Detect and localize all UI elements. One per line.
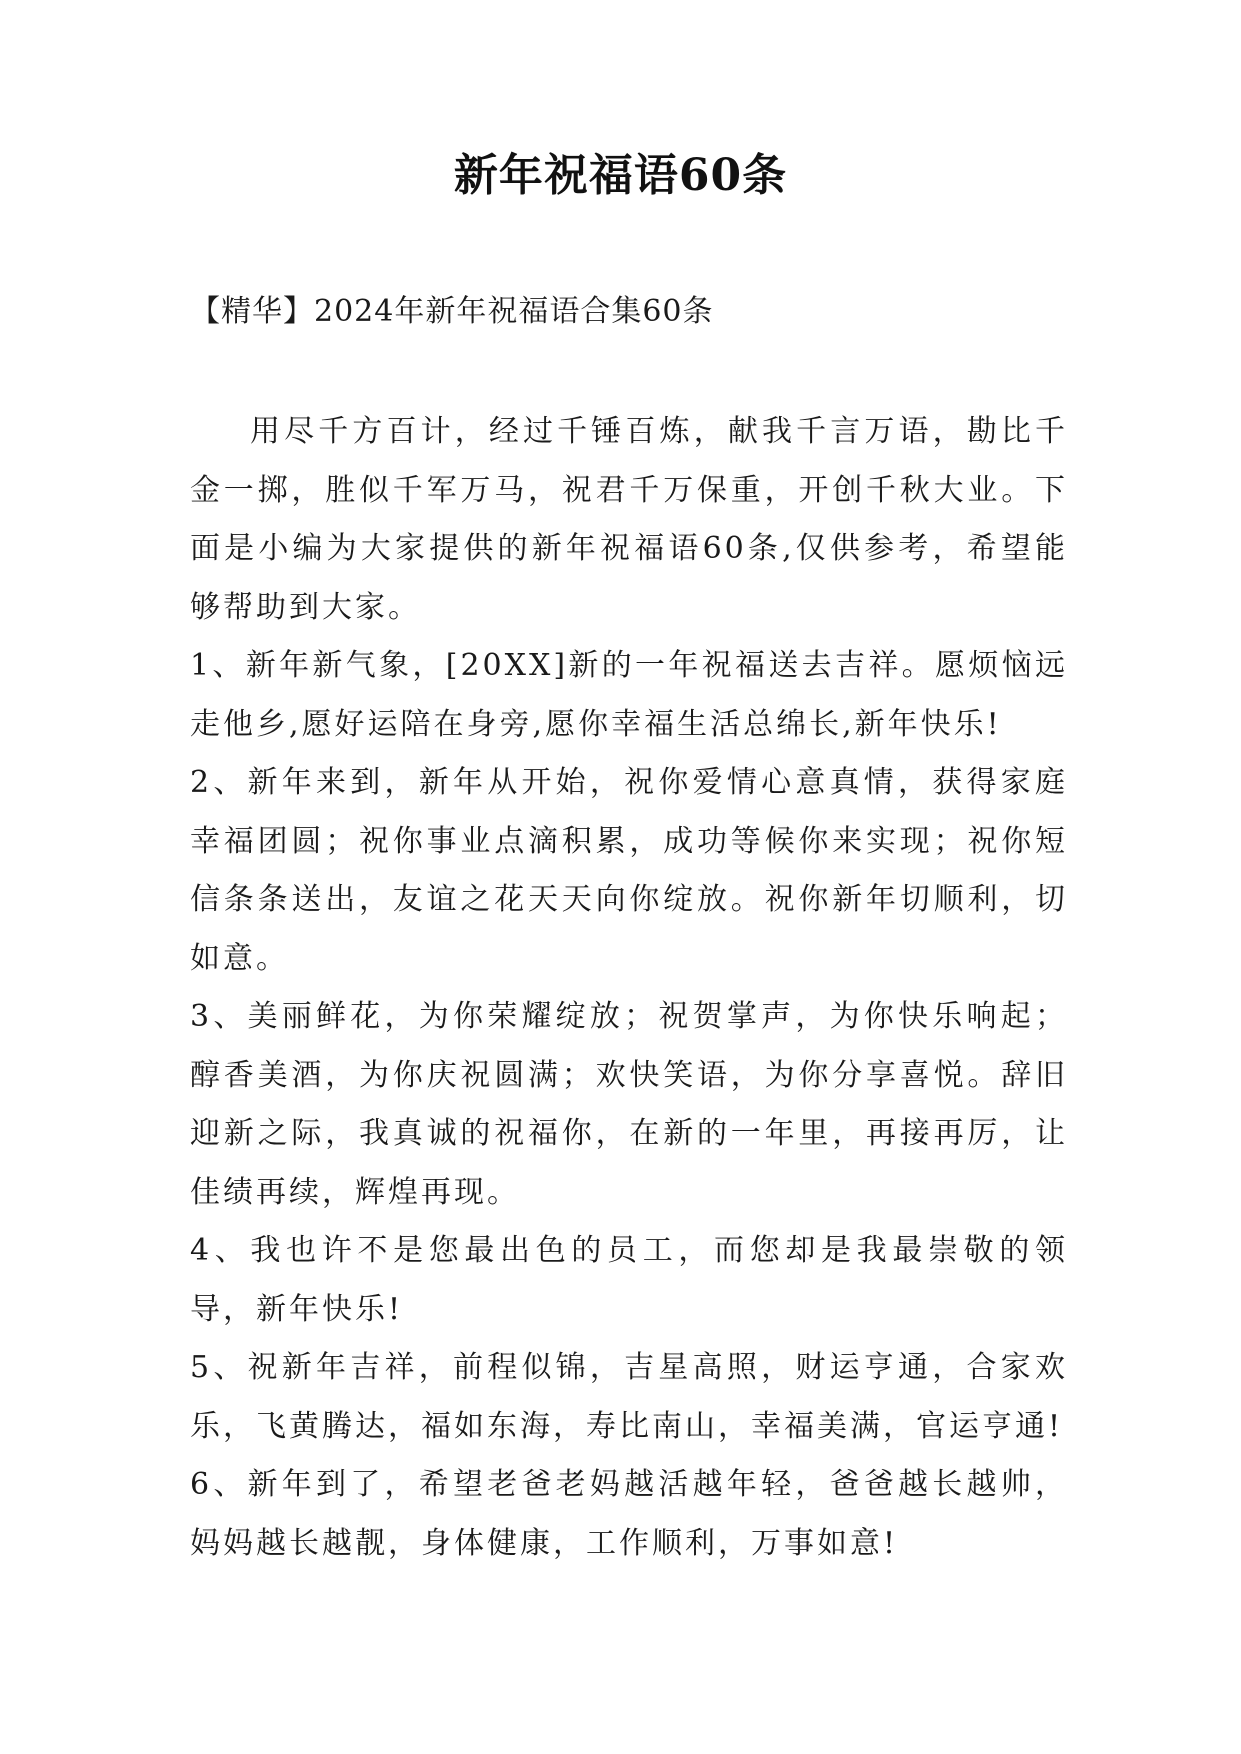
blessing-item-6: 6、新年到了，希望老爸老妈越活越年轻，爸爸越长越帅，妈妈越长越靓，身体健康，工作顺利，万事如意! xyxy=(190,1467,1068,1561)
document-subtitle: 【精华】2024年新年祝福语合集60条 xyxy=(190,294,714,329)
intro-paragraph: 用尽千方百计，经过千锤百炼，献我千言万语，勘比千金一掷，胜似千军万马，祝君千万保重，开创千秋大业。下面是小编为大家提供的新年祝福语60条,仅供参考，希望能够帮助到大家。 xyxy=(190,414,1068,625)
blessing-item-4: 4、我也许不是您最出色的员工，而您却是我最崇敬的领导，新年快乐! xyxy=(190,1233,1068,1327)
blessing-item-5: 5、祝新年吉祥，前程似锦，吉星高照，财运亨通，合家欢乐，飞黄腾达，福如东海，寿比南山，幸福美满，官运亨通! xyxy=(190,1350,1068,1444)
document-body xyxy=(190,403,1068,1573)
blessing-item-2: 2、新年来到，新年从开始，祝你爱情心意真情，获得家庭幸福团圆；祝你事业点滴积累，成功等候你来实现；祝你短信条条送出，友谊之花天天向你绽放。祝你新年切顺利，切如意。 xyxy=(190,765,1068,976)
blessing-item-1: 1、新年新气象，[20XX]新的一年祝福送去吉祥。愿烦恼远走他乡,愿好运陪在身旁,愿你幸福生活总绵长,新年快乐! xyxy=(190,648,1068,742)
blessing-item-3: 3、美丽鲜花，为你荣耀绽放；祝贺掌声，为你快乐响起；醇香美酒，为你庆祝圆满；欢快笑语，为你分享喜悦。辞旧迎新之际，我真诚的祝福你，在新的一年里，再接再厉，让佳绩再续，辉煌再现。 xyxy=(190,999,1068,1210)
document-title: 新年祝福语60条 xyxy=(453,150,788,201)
